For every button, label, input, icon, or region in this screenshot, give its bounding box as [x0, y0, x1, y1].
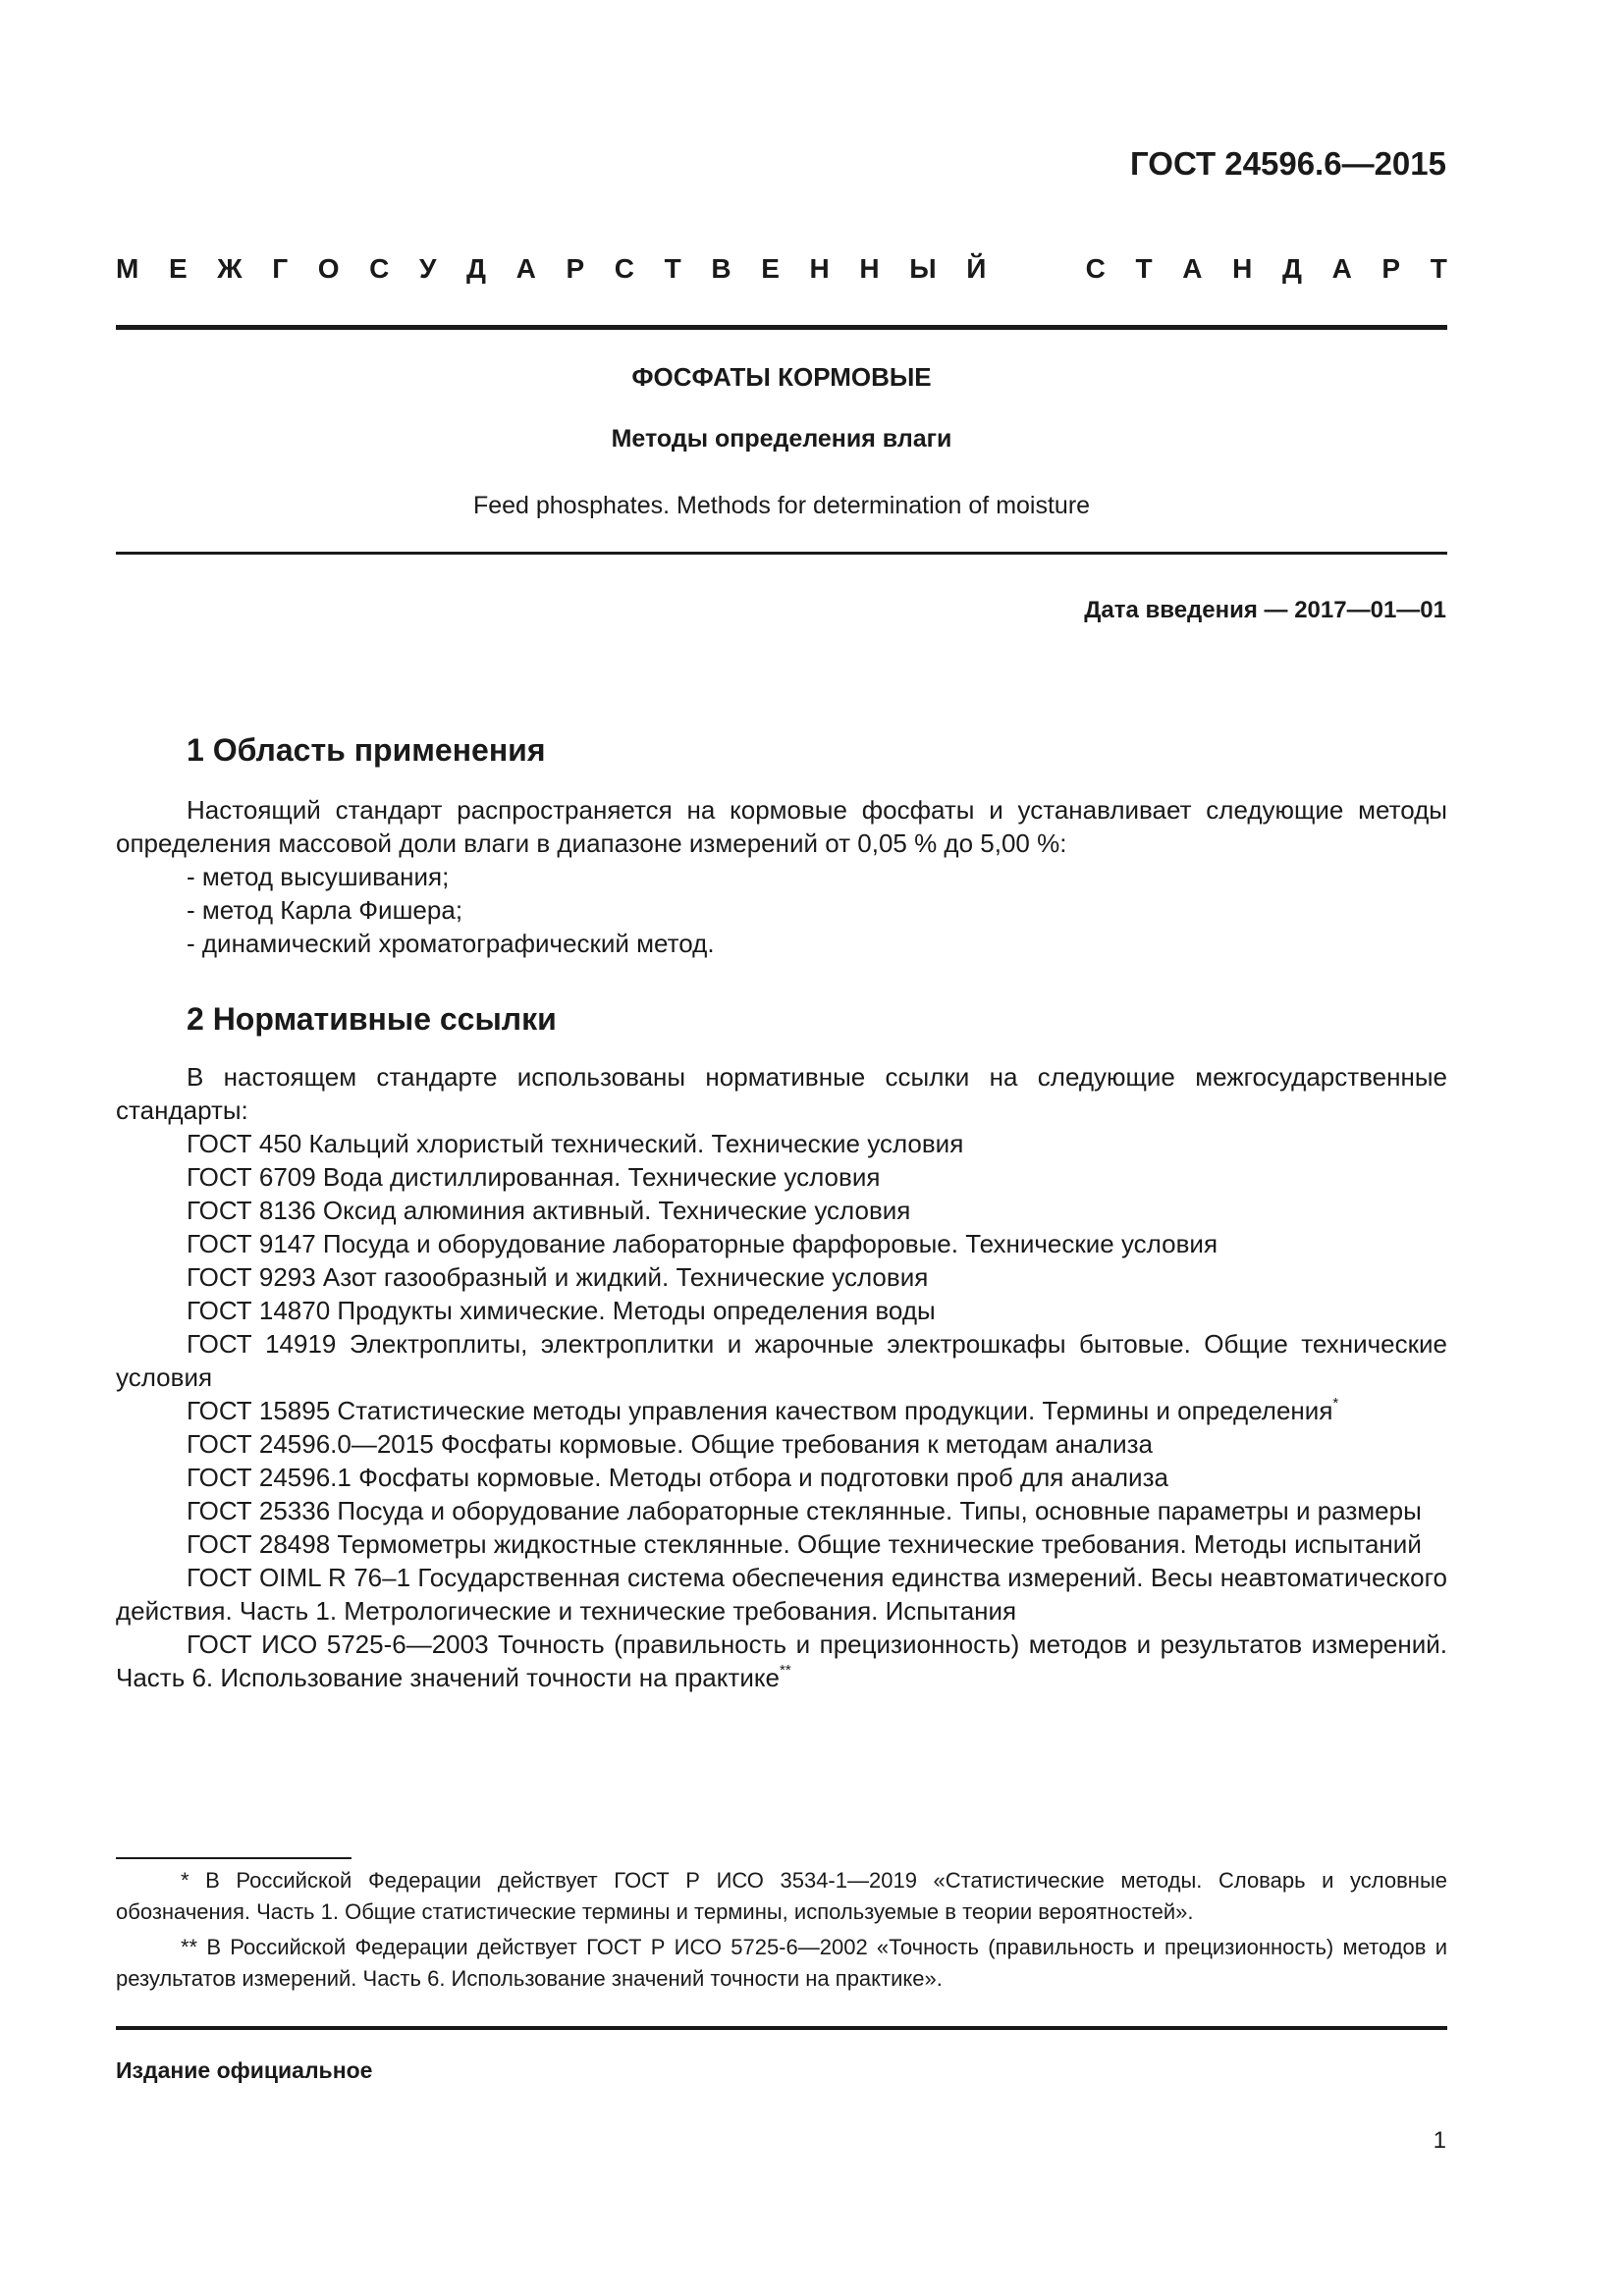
banner-letter: Е — [168, 253, 188, 284]
banner-letter: Д — [466, 253, 486, 284]
reference-item: ГОСТ 25336 Посуда и оборудование лабораторные стеклянные. Типы, основные параметры и размеры — [187, 1496, 1422, 1525]
header-divider — [116, 325, 1447, 330]
banner-letter: А — [1182, 253, 1203, 284]
footnote-marker: * — [1332, 1395, 1339, 1412]
banner-letter: У — [418, 253, 437, 284]
banner-letter: С — [369, 253, 390, 284]
reference-item: ГОСТ 28498 Термометры жидкостные стеклянные. Общие технические требования. Методы испытаний — [187, 1529, 1422, 1559]
banner-letter: В — [711, 253, 731, 284]
banner-letter: Р — [566, 253, 585, 284]
footnote: * В Российской Федерации действует ГОСТ Р ИСО 3534-1—2019 «Статистические методы. Словарь и условные обозначения. Часть 1. Общие статистические термины и термины, используемые в теории вероятностей». — [116, 1868, 1447, 1924]
footnote-separator — [116, 1857, 352, 1859]
title-divider — [116, 552, 1447, 555]
banner-letter: Г — [272, 253, 289, 284]
banner-letter: Т — [1430, 253, 1447, 284]
section-1-paragraph: Настоящий стандарт распространяется на кормовые фосфаты и устанавливает следующие методы определения массовой доли влаги в диапазоне измерений от 0,05 % до 5,00 %: — [116, 795, 1447, 858]
banner-letter: А — [1331, 253, 1352, 284]
document-subtitle: Методы определения влаги — [611, 425, 952, 453]
interstate-standard-banner — [116, 253, 1447, 285]
banner-letter: М — [116, 253, 139, 284]
footnote-marker: ** — [779, 1662, 791, 1679]
reference-item: ГОСТ ИСО 5725-6—2003 Точность (правильность и прецизионность) методов и результатов измерений. Часть 6. Использование значений точности на практике** — [116, 1629, 1447, 1692]
reference-item: ГОСТ 14870 Продукты химические. Методы определения воды — [187, 1296, 936, 1325]
list-item: - метод Карла Фишера; — [187, 895, 463, 925]
section-2-intro: В настоящем стандарте использованы нормативные ссылки на следующие межгосударственные стандарты: — [116, 1062, 1447, 1125]
banner-letter: С — [1085, 253, 1106, 284]
banner-letter: Р — [1381, 253, 1401, 284]
list-item: - динамический хроматографический метод. — [187, 929, 715, 958]
banner-letter: Д — [1281, 253, 1302, 284]
reference-item: ГОСТ 450 Кальций хлористый технический. Технические условия — [187, 1129, 964, 1158]
section-1-heading: 1 Область применения — [187, 732, 546, 768]
banner-letter: Н — [809, 253, 830, 284]
reference-item: ГОСТ 9293 Азот газообразный и жидкий. Технические условия — [187, 1262, 929, 1292]
reference-item: ГОСТ 6709 Вода дистиллированная. Технические условия — [187, 1162, 881, 1192]
banner-letter: Й — [966, 253, 987, 284]
section-1-body — [116, 793, 1447, 960]
banner-letter: Т — [1135, 253, 1153, 284]
banner-letter: С — [614, 253, 634, 284]
banner-letter: Ы — [909, 253, 937, 284]
reference-item: ГОСТ 24596.0—2015 Фосфаты кормовые. Общие требования к методам анализа — [187, 1429, 1153, 1459]
reference-item: ГОСТ 8136 Оксид алюминия активный. Технические условия — [187, 1196, 911, 1225]
banner-letter: Ж — [217, 253, 243, 284]
footer-divider — [116, 2026, 1447, 2030]
banner-letter: Е — [761, 253, 780, 284]
banner-letter: А — [515, 253, 536, 284]
footnote: ** В Российской Федерации действует ГОСТ Р ИСО 5725-6—2002 «Точность (правильность и прецизионность) методов и результатов измерений. Часть 6. Использование значений точности на практике». — [116, 1935, 1447, 1991]
banner-letter: Н — [859, 253, 880, 284]
footnotes — [116, 1865, 1447, 1999]
official-edition-label: Издание официальное — [116, 2057, 373, 2083]
list-item: - метод высушивания; — [187, 862, 450, 891]
banner-letter: О — [317, 253, 340, 284]
reference-item: ГОСТ OIML R 76–1 Государственная система обеспечения единства измерений. Весы неавтоматического действия. Часть 1. Метрологические и технические требования. Испытания — [116, 1563, 1447, 1626]
section-2-heading: 2 Нормативные ссылки — [187, 1001, 557, 1037]
banner-word-gap — [1016, 253, 1056, 285]
introduction-date: Дата введения — 2017—01—01 — [1084, 597, 1446, 623]
banner-letter: Н — [1232, 253, 1253, 284]
reference-item: ГОСТ 9147 Посуда и оборудование лабораторные фарфоровые. Технические условия — [187, 1229, 1218, 1258]
reference-item: ГОСТ 15895 Статистические методы управления качеством продукции. Термины и определения* — [187, 1395, 1339, 1425]
document-number: ГОСТ 24596.6—2015 — [1130, 145, 1446, 182]
banner-letter: Т — [664, 253, 681, 284]
reference-item: ГОСТ 24596.1 Фосфаты кормовые. Методы отбора и подготовки проб для анализа — [187, 1463, 1168, 1492]
page-number: 1 — [1433, 2127, 1446, 2154]
document-title: ФОСФАТЫ КОРМОВЫЕ — [631, 362, 932, 392]
section-2-body — [116, 1060, 1447, 1694]
english-title: Feed phosphates. Methods for determination of moisture — [472, 492, 1091, 519]
reference-item: ГОСТ 14919 Электроплиты, электроплитки и жарочные электрошкафы бытовые. Общие технические условия — [116, 1329, 1447, 1392]
